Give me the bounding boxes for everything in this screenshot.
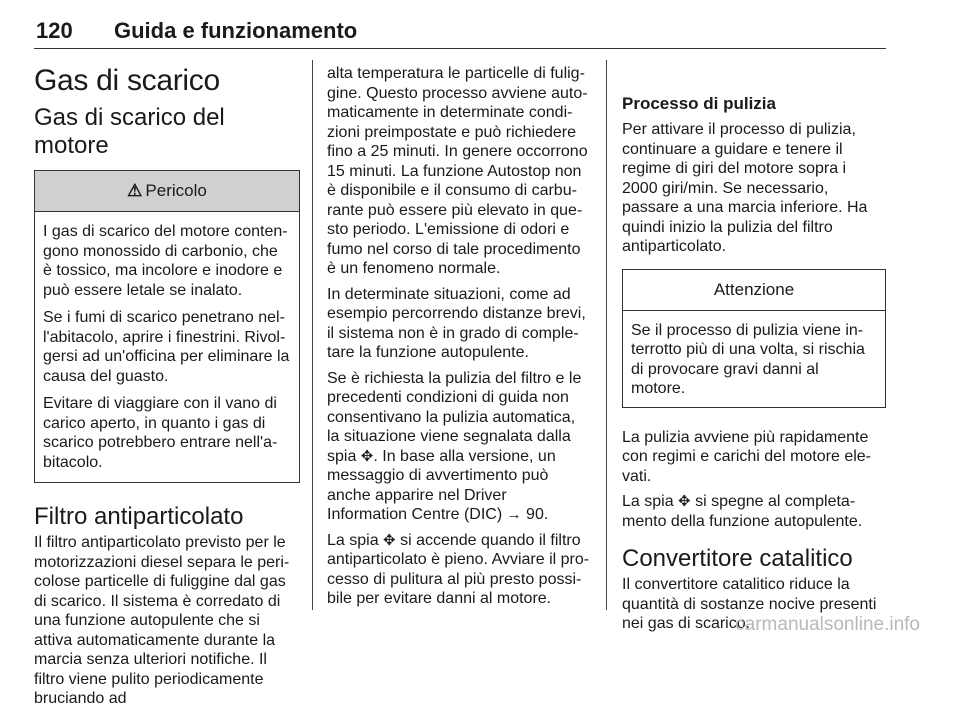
- danger-box-body: [35, 212, 299, 482]
- caution-box-body: [623, 311, 885, 407]
- body-paragraph: La spia ✥ si accende quando il filtro antiparticolato è pieno. Avviare il processo di pulitura al più presto possibile per evitare danni al motore.: [327, 531, 590, 607]
- page-reference-icon[interactable]: →: [506, 506, 522, 523]
- header-rule: [34, 48, 886, 49]
- watermark: carmanualsonline.info: [735, 614, 920, 635]
- column-3: [622, 94, 886, 640]
- body-paragraph: Se è richiesta la pulizia del filtro e le precedenti condizioni di guida non consentivano la pulizia automatica, la situazione viene segnalata dalla spia ✥. In base alla versione, un messaggio di avvertimento può anche apparire nel Driver Information Centre (DIC) → 90.: [327, 369, 582, 523]
- body-paragraph: La pulizia avviene più rapidamente con regimi e carichi del motore elevati.: [622, 428, 871, 485]
- body-paragraph: In determinate situazioni, come ad esempio percorrendo distanze brevi, il sistema non è in grado di completare la funzione autopulente.: [327, 285, 586, 361]
- page-header: [34, 14, 886, 48]
- body-paragraph: alta temperatura le particelle di fuliggine. Questo processo avviene automaticamente in determinate condizioni preimpostate e può richiedere fino a 25 minuti. In genere occorrono 15 minuti. La funzione Autostop non è disponibile e il consumo di carburante può essere più elevato in questo periodo. L'emissione di odori e fumo nel corso di tale procedimento è un fenomeno normale.: [327, 65, 588, 277]
- filter-heading: Filtro antiparticolato: [34, 503, 244, 530]
- warning-triangle-icon: ⚠: [127, 181, 143, 200]
- body-paragraph: Il convertitore catalitico riduce la quantità di sostanze nocive presenti nei gas di scarico.: [622, 576, 877, 632]
- section-subtitle: Gas di scarico del motore: [34, 104, 225, 159]
- danger-box-header: [35, 171, 299, 212]
- column-divider: [312, 60, 313, 610]
- danger-paragraph: Evitare di viaggiare con il vano di carico aperto, in quanto i gas di scarico potrebbero entrare nell'abitacolo.: [43, 395, 278, 471]
- danger-box: [34, 170, 300, 483]
- caution-box-header: Attenzione: [623, 270, 885, 311]
- body-paragraph: La spia ✥ si spegne al completamento della funzione autopulente.: [622, 493, 863, 530]
- filter-paragraph: Il filtro antiparticolato previsto per le motorizzazioni diesel separa le pericolose particelle di fuliggine dal gas di scarico. Il sistema è corredato di una funzione autopulente che si attiva automaticamente durante la marcia senza ulteriori notifiche. Il filtro viene pulito periodicamente bruciando ad: [34, 534, 290, 707]
- cleaning-heading: Processo di pulizia: [622, 94, 776, 113]
- column-1: [34, 60, 300, 715]
- running-title: Guida e funzionamento: [114, 18, 358, 43]
- body-paragraph: Per attivare il processo di pulizia, continuare a guidare e tenere il regime di giri del motore sopra i 2000 giri/min. Se necessario, passare a una marcia inferiore. Ha quindi inizio la pulizia del filtro antiparticolato.: [622, 121, 868, 255]
- page-number: 120: [36, 18, 73, 43]
- dpf-indicator-icon: ✥: [383, 531, 396, 549]
- column-divider: [606, 60, 607, 610]
- dpf-indicator-icon: ✥: [360, 447, 374, 465]
- danger-paragraph: Se i fumi di scarico penetrano nell'abitacolo, aprire i finestrini. Rivolgersi ad un'officina per eliminare la causa del guasto.: [43, 309, 290, 385]
- column-2: [327, 64, 591, 615]
- catalytic-heading: Convertitore catalitico: [622, 545, 853, 572]
- section-title: Gas di scarico: [34, 64, 220, 97]
- danger-heading: Pericolo: [145, 181, 207, 200]
- caution-paragraph: Se il processo di pulizia viene interrotto più di una volta, si rischia di provocare gravi danni al motore.: [631, 321, 865, 397]
- dpf-indicator-icon: ✥: [678, 493, 691, 510]
- caution-box: [622, 269, 886, 408]
- danger-paragraph: I gas di scarico del motore contengono monossido di carbonio, che è tossico, ma incolore e inodore e può essere letale se inalato.: [43, 223, 288, 299]
